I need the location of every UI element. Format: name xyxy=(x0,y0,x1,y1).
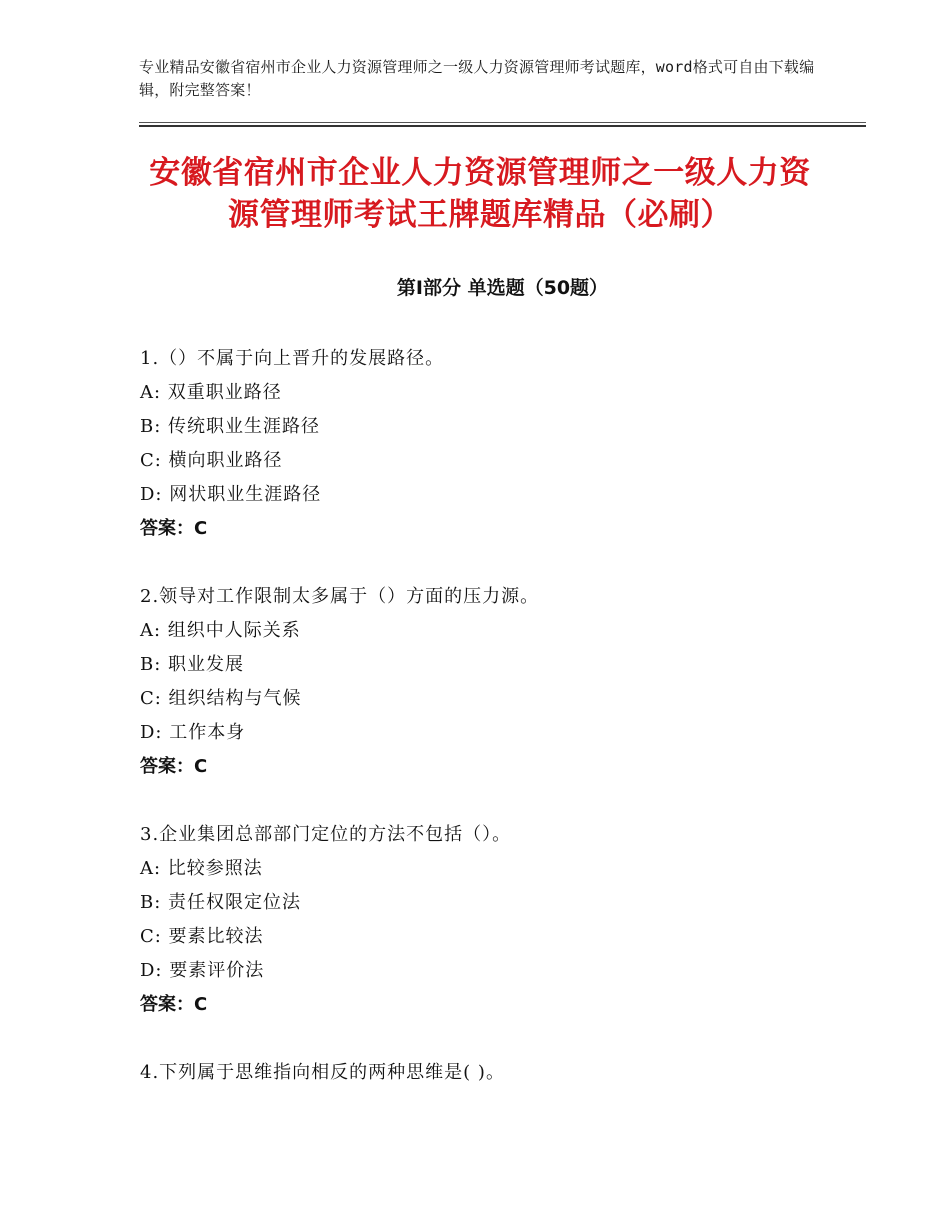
option-b: B: 传统职业生涯路径 xyxy=(140,416,321,437)
answer: 答案：C xyxy=(140,518,208,539)
header-note: 专业精品安徽省宿州市企业人力资源管理师之一级人力资源管理师考试题库，word格式可自由下载编辑，附完整答案！ xyxy=(139,58,815,99)
option-a: A: 双重职业路径 xyxy=(140,382,282,403)
option-b: B: 责任权限定位法 xyxy=(140,892,302,913)
option-a: A: 比较参照法 xyxy=(140,858,263,879)
header-divider-thin xyxy=(139,122,866,123)
answer: 答案：C xyxy=(140,756,208,777)
question-2 xyxy=(140,580,860,784)
question-stem: 4.下列属于思维指向相反的两种思维是( )。 xyxy=(140,1062,505,1083)
question-3 xyxy=(140,818,860,1022)
option-c: C: 横向职业路径 xyxy=(140,450,283,471)
question-4 xyxy=(140,1056,860,1090)
question-stem: 1.（）不属于向上晋升的发展路径。 xyxy=(140,348,445,369)
answer: 答案：C xyxy=(140,994,208,1015)
option-c: C: 组织结构与气候 xyxy=(140,688,302,709)
option-d: D: 工作本身 xyxy=(140,722,246,743)
document-title: 安徽省宿州市企业人力资源管理师之一级人力资源管理师考试王牌题库精品（必刷） xyxy=(149,155,811,233)
option-a: A: 组织中人际关系 xyxy=(140,620,301,641)
option-d: D: 网状职业生涯路径 xyxy=(140,484,322,505)
option-d: D: 要素评价法 xyxy=(140,960,265,981)
option-c: C: 要素比较法 xyxy=(140,926,264,947)
header-divider-thick xyxy=(139,125,866,127)
question-1 xyxy=(140,342,860,546)
section-title: 第Ⅰ部分 单选题（50题） xyxy=(396,277,609,299)
question-list xyxy=(140,342,860,1124)
option-b: B: 职业发展 xyxy=(140,654,245,675)
question-stem: 3.企业集团总部部门定位的方法不包括（）。 xyxy=(140,824,512,845)
question-stem: 2.领导对工作限制太多属于（）方面的压力源。 xyxy=(140,586,540,607)
